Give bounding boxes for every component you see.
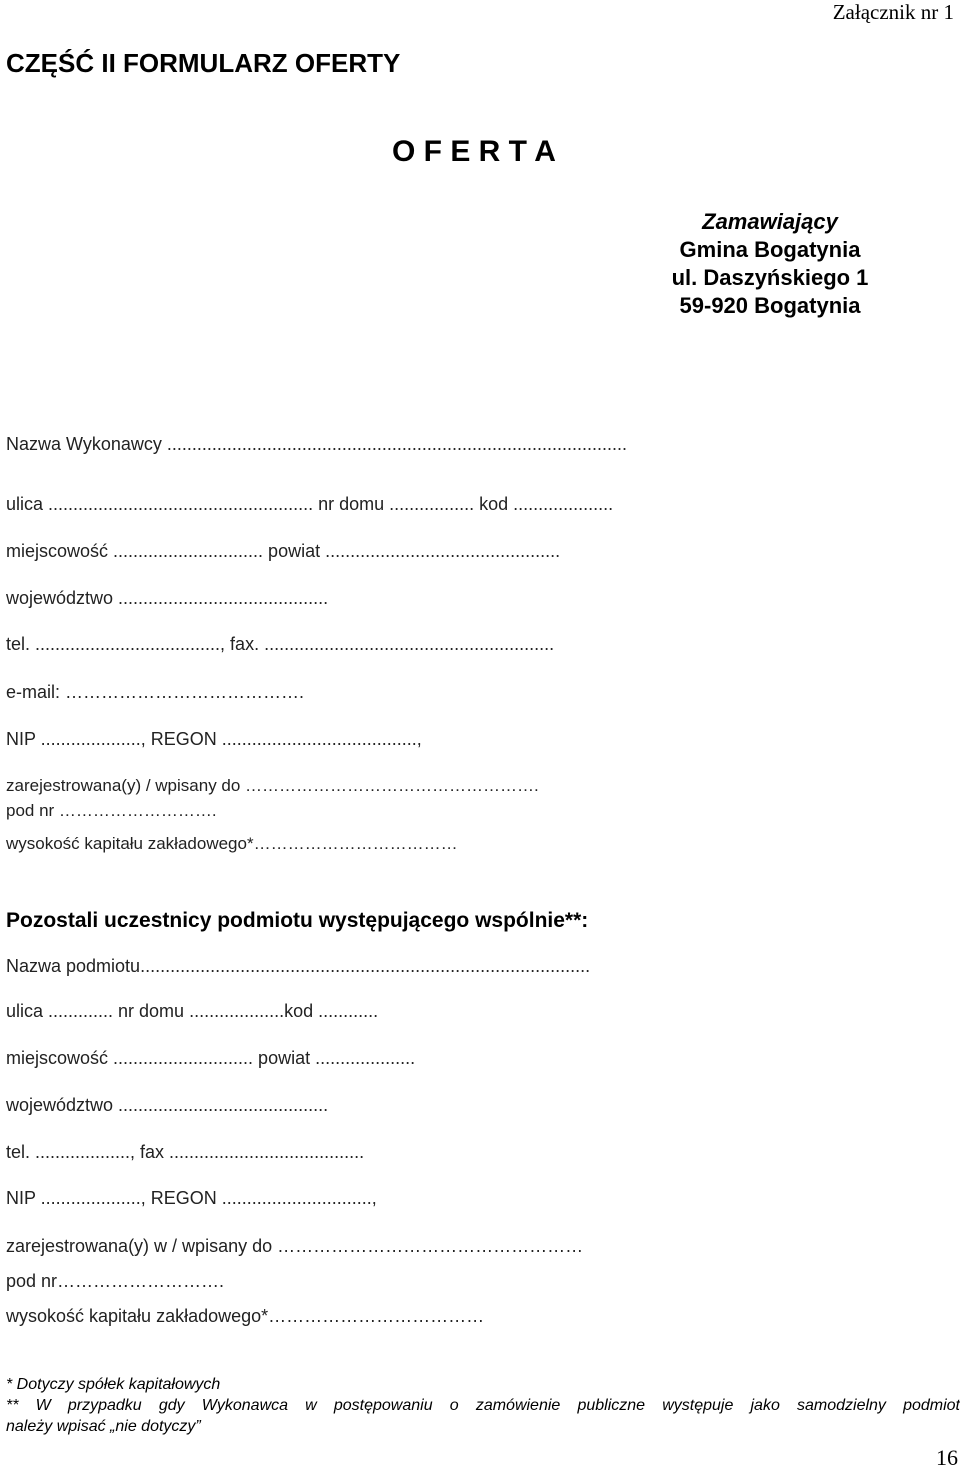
contracting-authority-city: 59-920 Bogatynia <box>679 293 861 318</box>
footnote-independent-entity-continued: należy wpisać „nie dotyczy” <box>6 1418 201 1435</box>
part-title: CZĘŚĆ II FORMULARZ OFERTY <box>6 48 401 78</box>
participant-register-number-field: pod nr………………………. <box>6 1271 225 1291</box>
participant-street-field: ulica ............. nr domu ...................kod ............ <box>6 1001 379 1021</box>
other-participants-heading: Pozostali uczestnicy podmiotu występującego wspólnie**: <box>6 909 589 932</box>
contracting-authority-label: Zamawiający <box>702 209 838 234</box>
participant-capital-field: wysokość kapitału zakładowego*……………………………… <box>6 1306 485 1326</box>
contractor-nip-regon-field: NIP ...................., REGON ......................................., <box>6 729 422 749</box>
contractor-city-field: miejscowość .............................. powiat ............................................... <box>6 541 561 561</box>
offer-title: O F E R T A <box>392 135 556 168</box>
contractor-name-field: Nazwa Wykonawcy ............................................................................................ <box>6 434 627 454</box>
contracting-authority-name: Gmina Bogatynia <box>679 237 861 262</box>
footnote-independent-entity: ** W przypadku gdy Wykonawca w postępowaniu o zamówienie publiczne występuje jako samodzielny podmiot <box>6 1397 960 1414</box>
attachment-label: Załącznik nr 1 <box>832 0 954 24</box>
participant-name-field: Nazwa podmiotu.......................................................................................... <box>6 956 591 976</box>
participant-phone-fax-field: tel. ..................., fax ....................................... <box>6 1142 365 1162</box>
participant-nip-regon-field: NIP ...................., REGON .............................., <box>6 1188 377 1208</box>
contractor-street-field: ulica ..................................................... nr domu ................. kod .................... <box>6 494 614 514</box>
contractor-voivodeship-field: województwo .......................................... <box>6 588 329 608</box>
contractor-register-number-field: pod nr ………………………. <box>6 801 217 820</box>
contractor-phone-fax-field: tel. ....................................., fax. .......................................................... <box>6 634 555 654</box>
contractor-email-field: e-mail: …………………………………. <box>6 682 305 702</box>
participant-registered-field: zarejestrowana(y) w / wpisany do …………………………………………… <box>6 1236 584 1256</box>
footnote-capital-companies: * Dotyczy spółek kapitałowych <box>6 1376 221 1393</box>
participant-voivodeship-field: województwo .......................................... <box>6 1095 329 1115</box>
contractor-registered-field: zarejestrowana(y) / wpisany do ……………………………………………. <box>6 776 539 795</box>
contracting-authority-street: ul. Daszyńskiego 1 <box>671 265 869 290</box>
participant-city-field: miejscowość ............................ powiat .................... <box>6 1048 416 1068</box>
contractor-capital-field: wysokość kapitału zakładowego*……………………………… <box>6 834 458 853</box>
page-number: 16 <box>936 1445 958 1470</box>
contracting-authority-block <box>620 208 920 320</box>
